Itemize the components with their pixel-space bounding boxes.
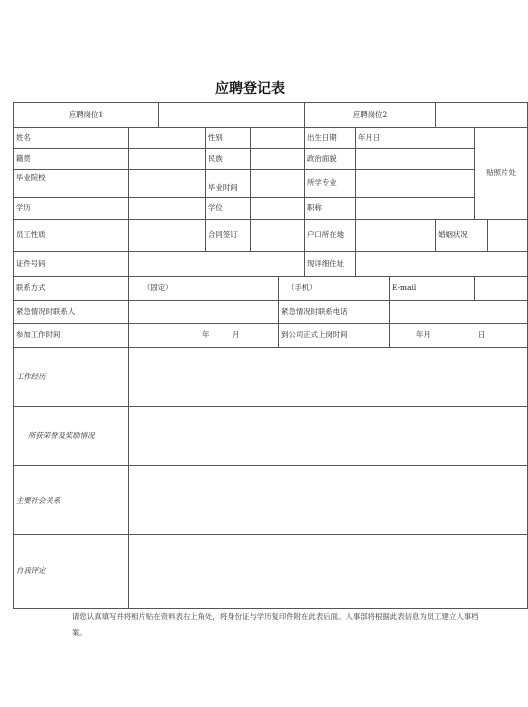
native-place-label: 籍贯 (14, 149, 129, 170)
school-input[interactable] (129, 170, 206, 198)
form-title: 应聘登记表 (215, 81, 285, 97)
graduation-time-label: 毕业时间 (206, 170, 251, 198)
emergency-phone-label: 紧急情况时联系电话 (279, 301, 390, 324)
mobile-input[interactable] (279, 277, 390, 301)
gender-label: 性别 (206, 128, 251, 149)
registration-table (13, 102, 528, 609)
major-input[interactable] (356, 170, 475, 198)
work-start-month: 月 (232, 329, 240, 339)
education-input[interactable] (129, 198, 206, 220)
ethnicity-input[interactable] (251, 149, 305, 170)
honors-label: 所获荣誉及奖励情况 (14, 407, 129, 466)
contact-label: 联系方式 (14, 277, 129, 301)
contract-label: 合同签订 (206, 220, 251, 252)
birth-date-label: 出生日期 (305, 128, 356, 149)
self-eval-label: 自我评定 (14, 535, 129, 609)
hukou-label: 户口所在地 (305, 220, 356, 252)
experience-input[interactable] (129, 348, 528, 407)
title-rank-label: 职称 (305, 198, 356, 220)
gender-input[interactable] (251, 128, 305, 149)
ethnicity-label: 民族 (206, 149, 251, 170)
work-start-label: 参加工作时间 (14, 324, 129, 348)
mobile-label: （手机） (287, 283, 317, 293)
email-input[interactable] (475, 277, 528, 301)
birth-date-input[interactable]: 年月日 (356, 128, 475, 149)
name-label: 姓名 (14, 128, 129, 149)
degree-label: 学位 (206, 198, 251, 220)
title-rank-input[interactable] (356, 198, 475, 220)
self-eval-input[interactable] (129, 535, 528, 609)
footer-note: 请您认真填写并将相片贴在资料表右上角处，将身份证与学历复印件附在此表后面。人事部将根据此表信息为员工建立人事档案。 (72, 612, 479, 637)
honors-input[interactable] (129, 407, 528, 466)
emergency-contact-input[interactable] (129, 301, 279, 324)
native-place-input[interactable] (129, 149, 206, 170)
work-start-input[interactable] (129, 324, 279, 348)
major-label: 所学专业 (305, 170, 356, 198)
contract-input[interactable] (251, 220, 305, 252)
employee-type-input[interactable] (129, 220, 206, 252)
position1-label: 应聘岗位1 (14, 103, 159, 128)
address-input[interactable] (356, 252, 528, 277)
political-status-input[interactable] (356, 149, 475, 170)
email-label: E-mail (390, 277, 475, 301)
marital-label: 婚姻状况 (436, 220, 488, 252)
join-date-input[interactable] (390, 324, 528, 348)
degree-input[interactable] (251, 198, 305, 220)
join-date-day: 日 (478, 329, 486, 339)
work-start-year: 年 (202, 329, 210, 339)
hukou-input[interactable] (356, 220, 436, 252)
marital-input[interactable] (488, 220, 528, 252)
position2-label: 应聘岗位2 (305, 103, 436, 128)
position1-input[interactable] (159, 103, 305, 128)
position2-input[interactable] (436, 103, 528, 128)
emergency-phone-input[interactable] (390, 301, 528, 324)
employee-type-label: 员工性质 (14, 220, 129, 252)
id-number-label: 证件号码 (14, 252, 129, 277)
name-input[interactable] (129, 128, 206, 149)
join-date-label: 到公司正式上岗时间 (279, 324, 390, 348)
school-label: 毕业院校 (14, 170, 129, 198)
emergency-contact-label: 紧急情况时联系人 (14, 301, 129, 324)
photo-area[interactable]: 贴照片处 (475, 128, 528, 220)
graduation-time-input[interactable] (251, 170, 305, 198)
id-number-input[interactable] (129, 252, 305, 277)
join-date-ym: 年月 (416, 329, 431, 339)
family-label: 主要社会关系 (14, 466, 129, 535)
landline-label: （固定） (143, 283, 173, 293)
experience-label: 工作经历 (14, 348, 129, 407)
family-input[interactable] (129, 466, 528, 535)
education-label: 学历 (14, 198, 129, 220)
address-label: 现详细住址 (305, 252, 356, 277)
landline-input[interactable] (129, 277, 279, 301)
political-status-label: 政治面貌 (305, 149, 356, 170)
